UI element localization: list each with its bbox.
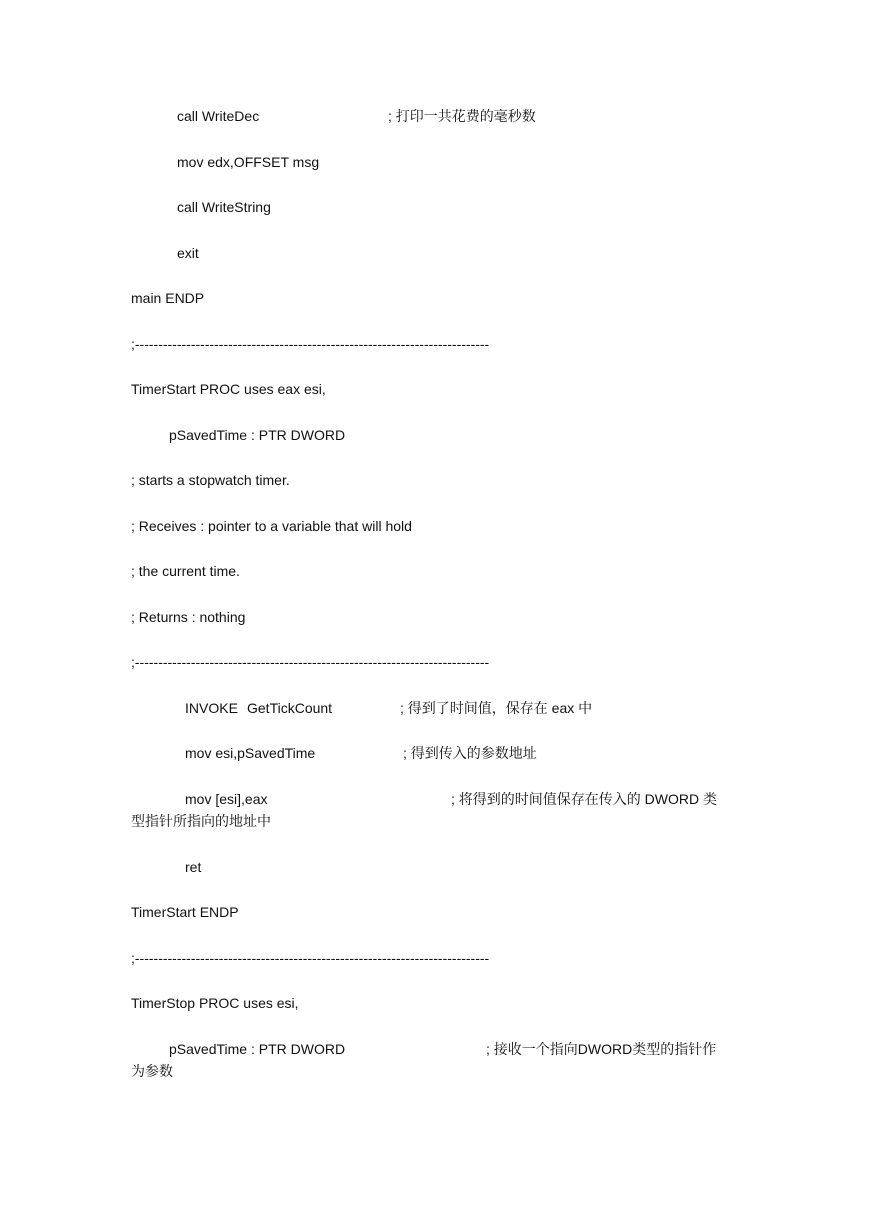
code-text: TimerStop PROC uses esi,: [131, 995, 299, 1011]
code-text: ;----------------------------------------------------------------------------: [131, 654, 490, 670]
code-text: TimerStart ENDP: [131, 904, 239, 920]
code-text: ;----------------------------------------------------------------------------: [131, 950, 490, 966]
code-comment: ; 将得到的时间值保存在传入的 DWORD 类: [451, 791, 717, 807]
code-text: mov [esi],eax: [185, 791, 268, 807]
code-text: ; starts a stopwatch timer.: [131, 472, 290, 488]
code-text: main ENDP: [131, 290, 205, 306]
code-text: ; the current time.: [131, 563, 240, 579]
code-text: pSavedTime : PTR DWORD: [169, 1041, 346, 1057]
code-comment: ; 得到了时间值，保存在 eax 中: [400, 700, 593, 716]
code-text: pSavedTime : PTR DWORD: [169, 427, 346, 443]
comment-continuation: 为参数: [131, 1063, 173, 1079]
code-comment: ; 得到传入的参数地址: [403, 745, 537, 761]
code-text: exit: [177, 245, 199, 261]
code-text: ; Receives : pointer to a variable that will hold: [131, 518, 412, 534]
code-comment: ; 接收一个指向DWORD类型的指针作: [486, 1041, 717, 1057]
code-text: call WriteString: [177, 199, 271, 215]
code-text: mov edx,OFFSET msg: [177, 154, 320, 170]
code-text: ;----------------------------------------------------------------------------: [131, 336, 490, 352]
code-text: TimerStart PROC uses eax esi,: [131, 381, 326, 397]
code-text: call WriteDec: [177, 108, 260, 124]
code-text: mov esi,pSavedTime: [185, 745, 316, 761]
code-text: INVOKE: [185, 700, 238, 716]
comment-continuation: 型指针所指向的地址中: [131, 813, 271, 829]
code-operand: GetTickCount: [247, 700, 333, 716]
code-comment: ; 打印一共花费的毫秒数: [388, 108, 536, 124]
code-text: ; Returns : nothing: [131, 609, 246, 625]
code-text: ret: [185, 859, 202, 875]
